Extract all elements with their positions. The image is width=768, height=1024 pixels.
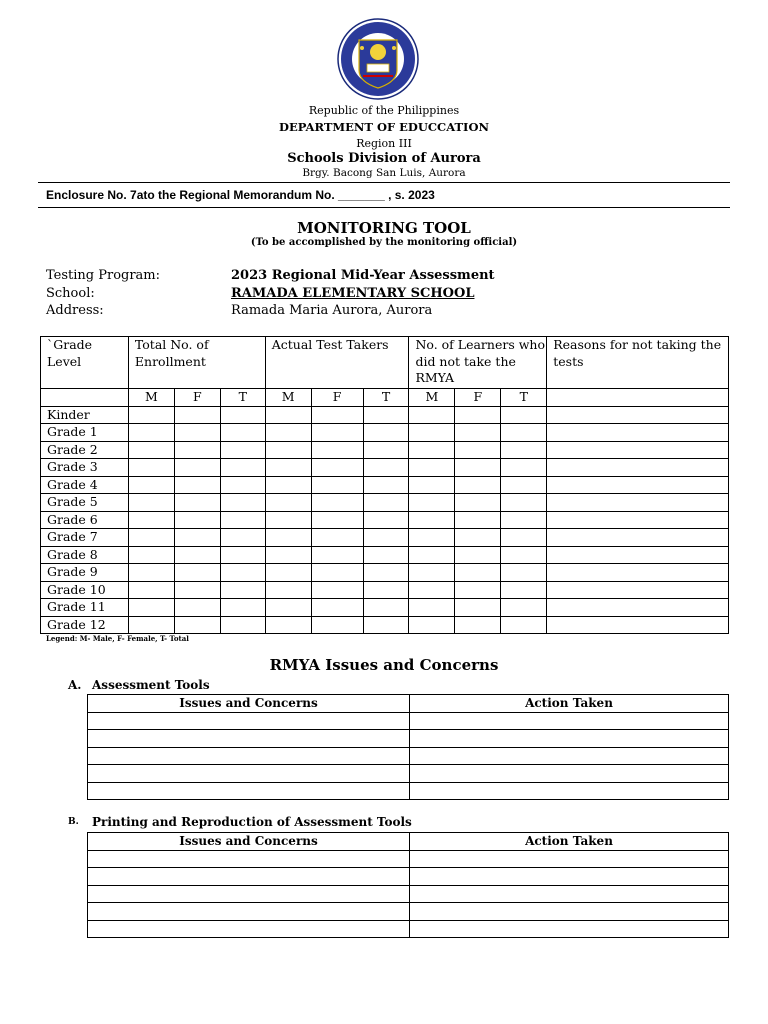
table-cell[interactable] <box>220 459 265 477</box>
table-cell[interactable] <box>409 546 455 564</box>
table-cell[interactable] <box>409 511 455 529</box>
action-cell[interactable] <box>410 920 729 938</box>
table-cell[interactable] <box>265 546 311 564</box>
table-cell[interactable] <box>455 599 501 617</box>
header-reasons: Reasons for not taking the tests <box>547 337 729 389</box>
subheader-m: M <box>409 389 455 407</box>
subheader-t: T <box>363 389 409 407</box>
issue-cell[interactable] <box>88 730 410 748</box>
table-cell[interactable] <box>265 581 311 599</box>
issue-cell[interactable] <box>88 747 410 765</box>
subheader-f: F <box>455 389 501 407</box>
subheader-m: M <box>265 389 311 407</box>
table-cell[interactable] <box>547 581 729 599</box>
page-title: MONITORING TOOL <box>297 219 471 237</box>
table-cell[interactable] <box>547 546 729 564</box>
table-cell[interactable] <box>220 564 265 582</box>
table-cell[interactable] <box>311 616 363 634</box>
table-row <box>88 782 729 800</box>
table-cell[interactable] <box>128 511 174 529</box>
table-cell[interactable] <box>128 599 174 617</box>
table-row <box>41 599 729 617</box>
table-cell[interactable] <box>547 459 729 477</box>
table-cell[interactable] <box>409 459 455 477</box>
table-cell[interactable] <box>311 424 363 442</box>
table-cell[interactable] <box>363 424 409 442</box>
action-cell[interactable] <box>410 850 729 868</box>
table-row <box>88 850 729 868</box>
issue-cell[interactable] <box>88 903 410 921</box>
table-cell[interactable] <box>128 494 174 512</box>
table-cell[interactable] <box>128 529 174 547</box>
grade-label: Grade 10 <box>41 581 129 599</box>
table-cell[interactable] <box>265 564 311 582</box>
action-cell[interactable] <box>410 730 729 748</box>
table-cell[interactable] <box>311 581 363 599</box>
table-cell[interactable] <box>363 476 409 494</box>
table-cell[interactable] <box>220 546 265 564</box>
table-cell[interactable] <box>455 546 501 564</box>
table-cell[interactable] <box>363 599 409 617</box>
header-enrollment: Total No. of Enrollment <box>128 337 265 389</box>
program-label: Testing Program: <box>46 268 161 283</box>
table-cell[interactable] <box>220 616 265 634</box>
issue-cell[interactable] <box>88 850 410 868</box>
col-issues-header: Issues and Concerns <box>88 695 410 713</box>
table-cell[interactable] <box>409 441 455 459</box>
subheader-f: F <box>174 389 220 407</box>
table-row <box>88 712 729 730</box>
action-cell[interactable] <box>410 782 729 800</box>
table-cell[interactable] <box>547 564 729 582</box>
table-cell[interactable] <box>220 406 265 424</box>
header-not-taken: No. of Learners who did not take the RMYA <box>409 337 547 389</box>
action-cell[interactable] <box>410 712 729 730</box>
table-cell[interactable] <box>311 529 363 547</box>
table-cell[interactable] <box>501 494 547 512</box>
table-cell[interactable] <box>220 599 265 617</box>
table-cell[interactable] <box>547 441 729 459</box>
table-cell[interactable] <box>311 406 363 424</box>
table-row <box>41 616 729 634</box>
subheader-t: T <box>501 389 547 407</box>
header-republic: Republic of the Philippines <box>308 104 460 117</box>
table-cell[interactable] <box>363 616 409 634</box>
issue-cell[interactable] <box>88 712 410 730</box>
table-row <box>41 564 729 582</box>
monitoring-table <box>40 336 729 634</box>
table-cell[interactable] <box>174 406 220 424</box>
subheader-f: F <box>311 389 363 407</box>
table-cell[interactable] <box>501 406 547 424</box>
table-cell[interactable] <box>265 511 311 529</box>
grade-label: Grade 9 <box>41 564 129 582</box>
table-cell[interactable] <box>128 546 174 564</box>
issue-cell[interactable] <box>88 782 410 800</box>
table-cell[interactable] <box>220 424 265 442</box>
grade-label: Grade 8 <box>41 546 129 564</box>
table-cell[interactable] <box>174 476 220 494</box>
section-b-title: Printing and Reproduction of Assessment Tools <box>92 815 412 829</box>
table-cell[interactable] <box>220 494 265 512</box>
table-cell[interactable] <box>455 424 501 442</box>
school-value: RAMADA ELEMENTARY SCHOOL <box>231 286 475 301</box>
table-cell[interactable] <box>311 476 363 494</box>
table-cell[interactable] <box>265 494 311 512</box>
table-cell[interactable] <box>547 511 729 529</box>
table-cell[interactable] <box>363 406 409 424</box>
table-cell[interactable] <box>174 441 220 459</box>
grade-label: Grade 4 <box>41 476 129 494</box>
table-cell[interactable] <box>455 494 501 512</box>
col-issues-header: Issues and Concerns <box>88 833 410 851</box>
assessment-tools-table <box>87 694 729 800</box>
table-cell[interactable] <box>409 494 455 512</box>
table-cell[interactable] <box>363 529 409 547</box>
table-cell[interactable] <box>547 424 729 442</box>
table-cell[interactable] <box>265 599 311 617</box>
table-cell[interactable] <box>265 459 311 477</box>
address-label: Address: <box>46 303 104 318</box>
table-row <box>41 581 729 599</box>
table-row <box>41 494 729 512</box>
table-cell[interactable] <box>174 581 220 599</box>
table-cell[interactable] <box>363 511 409 529</box>
table-cell[interactable] <box>547 494 729 512</box>
table-cell[interactable] <box>174 424 220 442</box>
table-cell[interactable] <box>265 424 311 442</box>
table-cell[interactable] <box>174 564 220 582</box>
table-cell[interactable] <box>265 441 311 459</box>
table-cell[interactable] <box>363 564 409 582</box>
header-region: Region III <box>356 137 412 150</box>
address-value: Ramada Maria Aurora, Aurora <box>231 303 433 318</box>
table-cell[interactable] <box>501 441 547 459</box>
header-address: Brgy. Bacong San Luis, Aurora <box>302 167 466 179</box>
table-cell[interactable] <box>455 459 501 477</box>
enclosure-line: Enclosure No. 7ato the Regional Memorandum No. _______ , s. 2023 <box>46 188 435 202</box>
table-cell[interactable] <box>174 599 220 617</box>
table-cell[interactable] <box>363 546 409 564</box>
subheader-t: T <box>220 389 265 407</box>
table-cell[interactable] <box>174 459 220 477</box>
table-cell[interactable] <box>455 529 501 547</box>
table-row <box>88 885 729 903</box>
table-cell[interactable] <box>311 459 363 477</box>
table-cell[interactable] <box>501 529 547 547</box>
page-subtitle: (To be accomplished by the monitoring official) <box>250 237 518 248</box>
subheader-m: M <box>128 389 174 407</box>
table-cell[interactable] <box>311 599 363 617</box>
table-cell[interactable] <box>409 581 455 599</box>
grade-label: Grade 3 <box>41 459 129 477</box>
col-action-header: Action Taken <box>410 833 729 851</box>
table-cell[interactable] <box>265 529 311 547</box>
issue-cell[interactable] <box>88 765 410 783</box>
section-a-title: Assessment Tools <box>92 678 210 692</box>
issue-cell[interactable] <box>88 920 410 938</box>
table-cell[interactable] <box>455 616 501 634</box>
table-cell[interactable] <box>128 616 174 634</box>
header-grade-level: `Grade Level <box>41 337 129 389</box>
table-row <box>41 406 729 424</box>
table-row <box>41 424 729 442</box>
table-cell[interactable] <box>128 406 174 424</box>
action-cell[interactable] <box>410 765 729 783</box>
table-row <box>41 529 729 547</box>
table-cell[interactable] <box>363 441 409 459</box>
table-cell[interactable] <box>311 494 363 512</box>
table-cell[interactable] <box>455 476 501 494</box>
table-row <box>88 920 729 938</box>
table-cell[interactable] <box>311 564 363 582</box>
table-cell[interactable] <box>501 476 547 494</box>
table-cell[interactable] <box>311 511 363 529</box>
table-row <box>88 868 729 886</box>
table-row <box>41 441 729 459</box>
table-row <box>88 903 729 921</box>
table-row <box>41 459 729 477</box>
table-cell[interactable] <box>220 441 265 459</box>
grade-label: Kinder <box>41 406 129 424</box>
program-value: 2023 Regional Mid-Year Assessment <box>231 268 495 283</box>
table-cell[interactable] <box>220 476 265 494</box>
grade-label: Grade 7 <box>41 529 129 547</box>
table-cell[interactable] <box>311 546 363 564</box>
table-cell[interactable] <box>409 406 455 424</box>
table-cell[interactable] <box>265 406 311 424</box>
table-cell[interactable] <box>501 511 547 529</box>
table-cell[interactable] <box>174 494 220 512</box>
table-cell[interactable] <box>409 476 455 494</box>
table-cell[interactable] <box>455 441 501 459</box>
grade-label: Grade 2 <box>41 441 129 459</box>
table-cell[interactable] <box>174 546 220 564</box>
table-cell[interactable] <box>501 564 547 582</box>
table-cell[interactable] <box>174 511 220 529</box>
table-cell[interactable] <box>547 406 729 424</box>
table-row <box>88 747 729 765</box>
table-cell[interactable] <box>409 424 455 442</box>
grade-label: Grade 5 <box>41 494 129 512</box>
subheader-empty <box>547 389 729 407</box>
table-cell[interactable] <box>174 616 220 634</box>
divider-bottom <box>38 207 730 208</box>
table-cell[interactable] <box>128 476 174 494</box>
table-cell[interactable] <box>409 616 455 634</box>
table-cell[interactable] <box>501 599 547 617</box>
action-cell[interactable] <box>410 903 729 921</box>
table-cell[interactable] <box>455 406 501 424</box>
issue-cell[interactable] <box>88 885 410 903</box>
col-action-header: Action Taken <box>410 695 729 713</box>
table-cell[interactable] <box>128 424 174 442</box>
table-cell[interactable] <box>220 581 265 599</box>
table-cell[interactable] <box>128 459 174 477</box>
school-label: School: <box>46 286 95 301</box>
grade-label: Grade 1 <box>41 424 129 442</box>
issues-title: RMYA Issues and Concerns <box>269 656 499 674</box>
table-cell[interactable] <box>501 616 547 634</box>
table-cell[interactable] <box>501 581 547 599</box>
deped-seal-logo <box>337 18 419 100</box>
table-cell[interactable] <box>455 564 501 582</box>
table-cell[interactable] <box>501 424 547 442</box>
grade-label: Grade 11 <box>41 599 129 617</box>
grade-label: Grade 12 <box>41 616 129 634</box>
table-cell[interactable] <box>363 494 409 512</box>
header-division: Schools Division of Aurora <box>287 151 481 166</box>
section-a-letter: A. <box>68 678 82 692</box>
legend-text: Legend: M- Male, F- Female, T- Total <box>46 634 189 643</box>
divider-top <box>38 182 730 183</box>
table-cell[interactable] <box>547 616 729 634</box>
table-row <box>41 476 729 494</box>
header-test-takers: Actual Test Takers <box>265 337 409 389</box>
table-row <box>88 730 729 748</box>
printing-table <box>87 832 729 938</box>
subheader-empty <box>41 389 129 407</box>
table-cell[interactable] <box>311 441 363 459</box>
action-cell[interactable] <box>410 747 729 765</box>
table-cell[interactable] <box>128 581 174 599</box>
table-cell[interactable] <box>265 476 311 494</box>
header-department: DEPARTMENT OF EDUCCATION <box>279 120 489 134</box>
issue-cell[interactable] <box>88 868 410 886</box>
table-row <box>88 765 729 783</box>
table-cell[interactable] <box>501 459 547 477</box>
table-cell[interactable] <box>174 529 220 547</box>
table-cell[interactable] <box>409 599 455 617</box>
table-row <box>41 511 729 529</box>
table-cell[interactable] <box>128 564 174 582</box>
table-cell[interactable] <box>220 511 265 529</box>
table-cell[interactable] <box>128 441 174 459</box>
action-cell[interactable] <box>410 868 729 886</box>
table-row <box>41 546 729 564</box>
grade-label: Grade 6 <box>41 511 129 529</box>
table-cell[interactable] <box>547 476 729 494</box>
action-cell[interactable] <box>410 885 729 903</box>
table-cell[interactable] <box>220 529 265 547</box>
table-cell[interactable] <box>501 546 547 564</box>
table-cell[interactable] <box>409 529 455 547</box>
table-cell[interactable] <box>409 564 455 582</box>
table-cell[interactable] <box>547 599 729 617</box>
table-cell[interactable] <box>265 616 311 634</box>
table-cell[interactable] <box>455 511 501 529</box>
section-b-letter: B. <box>68 817 79 827</box>
table-cell[interactable] <box>547 529 729 547</box>
table-cell[interactable] <box>363 459 409 477</box>
table-cell[interactable] <box>455 581 501 599</box>
table-cell[interactable] <box>363 581 409 599</box>
